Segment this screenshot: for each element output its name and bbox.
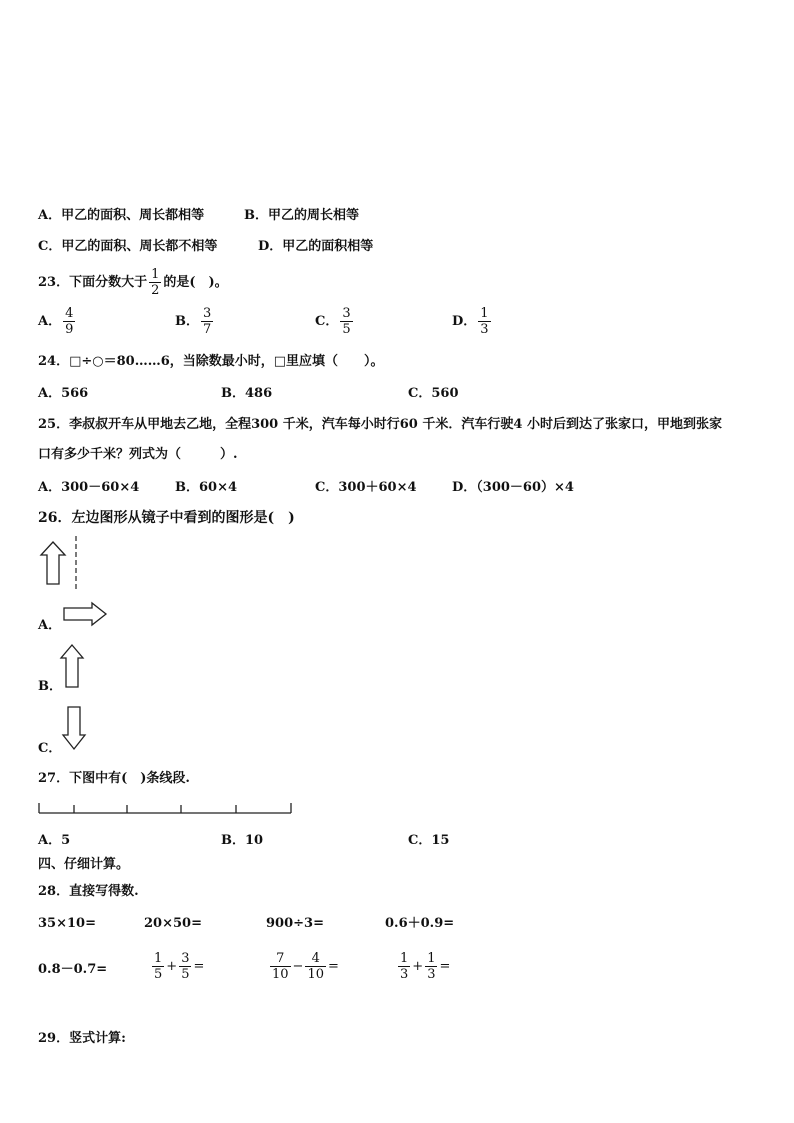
q23-option-c: C． $\frac{3}{5}$ bbox=[315, 306, 351, 337]
q25-option-b: B．60×4 bbox=[175, 480, 238, 495]
q22-option-d: D．甲乙的面积相等 bbox=[258, 239, 374, 254]
q25-option-a: A．300－60×4 bbox=[38, 480, 140, 495]
q24-option-c: C．560 bbox=[408, 386, 459, 401]
q25-stem-line2: 口有多少千米？列式为（ ）. bbox=[38, 447, 238, 462]
section-heading: 四、仔细计算。 bbox=[38, 857, 130, 872]
q26-option-c-label: C． bbox=[38, 741, 62, 756]
q28-item-4: 0.6＋0.9= bbox=[385, 916, 455, 931]
up-arrow-option-b bbox=[60, 643, 88, 691]
q28-item-7: $\frac{7}{10}$ − $\frac{4}{10}$ = bbox=[272, 951, 339, 982]
q24-option-a: A．566 bbox=[38, 386, 89, 401]
q27-stem: 27．下图中有( )条线段. bbox=[38, 771, 190, 786]
q22-option-a: A．甲乙的面积、周长都相等 bbox=[38, 208, 205, 223]
q27-option-a: A．5 bbox=[38, 833, 71, 848]
q26-option-a-label: A． bbox=[38, 618, 62, 633]
down-arrow-option-c bbox=[62, 705, 90, 753]
q23-option-d: D． $\frac{1}{3}$ bbox=[452, 306, 489, 337]
q25-stem-line1: 25．李叔叔开车从甲地去乙地，全程300 千米，汽车每小时行60 千米．汽车行驶4 小时后到达了张家口，甲地到张家 bbox=[38, 417, 722, 432]
q23-half-fraction: $\frac{1}{2}$ bbox=[151, 267, 160, 298]
q22-option-b: B．甲乙的周长相等 bbox=[244, 208, 359, 223]
q26-option-b-label: B． bbox=[38, 679, 62, 694]
q23-option-b: B． $\frac{3}{7}$ bbox=[175, 306, 212, 337]
q23-option-a: A． $\frac{4}{9}$ bbox=[38, 306, 74, 337]
right-arrow-option-a bbox=[62, 602, 110, 628]
q23-stem: 23．下面分数大于 $\frac{1}{2}$ 的是( )。 bbox=[38, 267, 228, 298]
q29-stem: 29．竖式计算: bbox=[38, 1031, 126, 1046]
q24-option-b: B．486 bbox=[221, 386, 273, 401]
mirror-line bbox=[70, 536, 82, 592]
q28-item-1: 35×10= bbox=[38, 916, 96, 931]
q28-item-2: 20×50= bbox=[144, 916, 202, 931]
q28-item-8: $\frac{1}{3}$ + $\frac{1}{3}$ = bbox=[400, 951, 451, 982]
q27-option-b: B．10 bbox=[221, 833, 264, 848]
q24-stem: 24．□÷○＝80……6，当除数最小时，□里应填（ ）。 bbox=[38, 354, 384, 369]
q28-stem: 28．直接写得数. bbox=[38, 884, 139, 899]
q28-item-5: 0.8－0.7= bbox=[38, 962, 108, 977]
q22-option-c: C．甲乙的面积、周长都不相等 bbox=[38, 239, 218, 254]
q25-option-c: C．300＋60×4 bbox=[315, 480, 417, 495]
segment-figure bbox=[38, 800, 294, 818]
q25-option-d: D．（300－60）×4 bbox=[452, 480, 574, 495]
q26-stem: 26．左边图形从镜子中看到的图形是( ) bbox=[38, 510, 295, 526]
q28-item-3: 900÷3= bbox=[266, 916, 324, 931]
q27-option-c: C．15 bbox=[408, 833, 450, 848]
q28-item-6: $\frac{1}{5}$ + $\frac{3}{5}$ = bbox=[154, 951, 205, 982]
